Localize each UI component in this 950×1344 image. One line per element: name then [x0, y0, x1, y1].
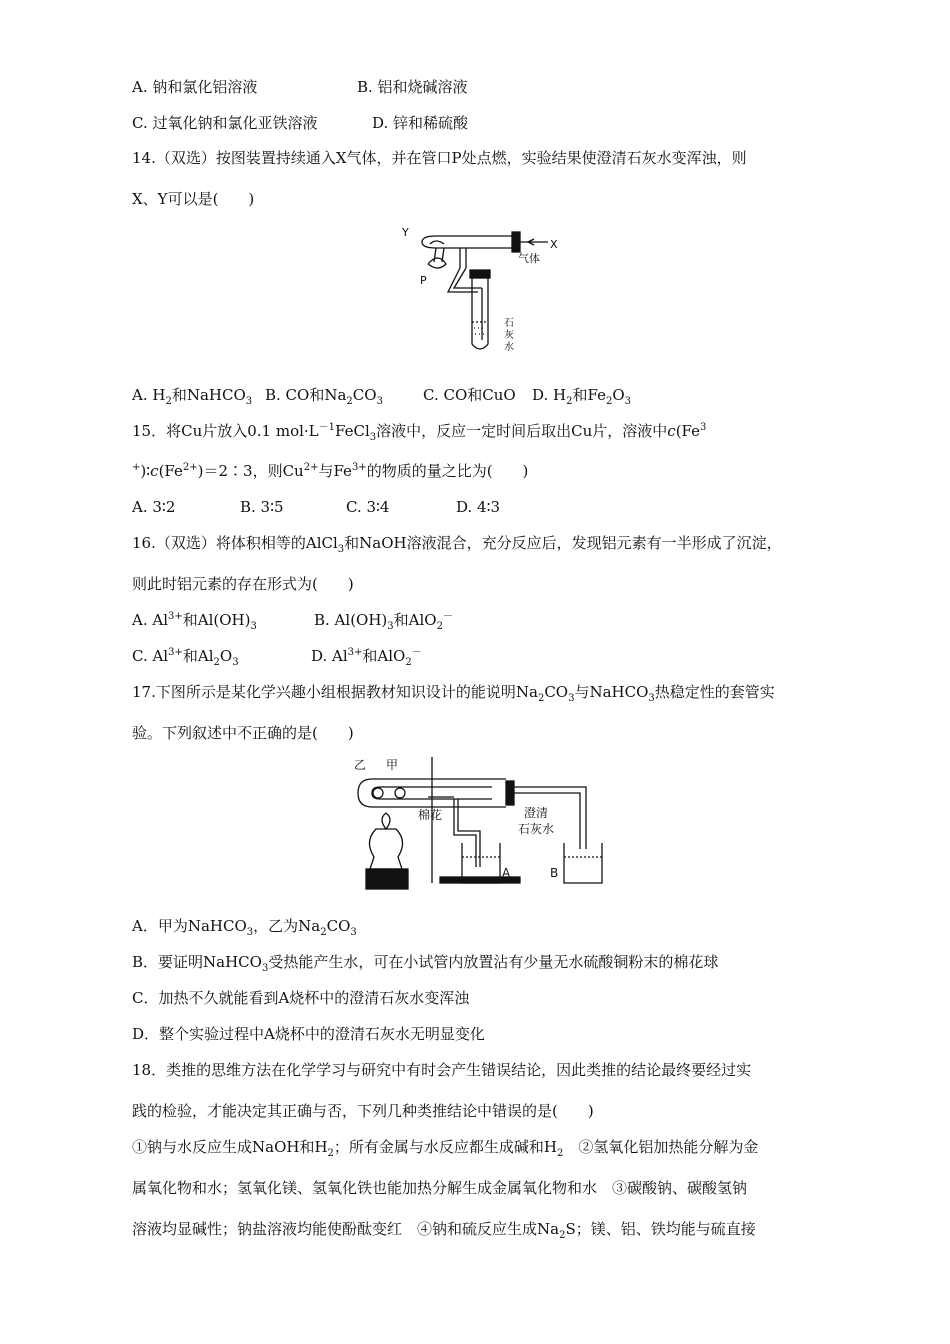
q17-option-a: A．甲为NaHCO$_3$，乙为$Na_2CO_3$: [132, 917, 357, 938]
q16-option-a: A. $Al^{3+}$和$Al(OH)_3$: [132, 611, 257, 632]
q13-option-b: B. 铝和烧碱溶液: [357, 78, 468, 96]
q16-option-b: B. $Al(OH)_3$和AlO$_2$－: [314, 611, 453, 632]
q14-label-p: P: [420, 274, 427, 287]
q17-apparatus-figure: [350, 757, 615, 897]
q14-option-b: B. CO和$Na_2CO_3$: [265, 386, 383, 407]
q14-stem-line2: X、Y可以是( ): [132, 190, 255, 208]
q17-label-a: A: [502, 866, 511, 880]
q17-label-yi: 乙: [354, 758, 367, 772]
q14-label-lime1: 石: [504, 318, 514, 329]
q16-stem-line1: 16.（双选）将体积相等的AlCl$_3$和NaOH溶液混合，充分反应后，发现铝元素有一半形成了沉淀，: [132, 534, 782, 555]
q14-label-x: X: [550, 238, 558, 251]
q17-option-b: B．要证明NaHCO$_3$受热能产生水，可在小试管内放置沾有少量无水硫酸铜粉末的棉花球: [132, 953, 719, 974]
q14-label-lime2: 灰: [504, 330, 514, 341]
q16-stem-line2: 则此时铝元素的存在形式为( ): [132, 575, 354, 593]
q17-stem-line2: 验。下列叙述中不正确的是( ): [132, 724, 354, 742]
q17-option-d: D．整个实验过程中A烧杯中的澄清石灰水无明显变化: [132, 1025, 485, 1043]
q15-stem-line2: $^+)∶c(Fe^{2+})=2∶3$，则$Cu^{2+}$与$Fe^{3+}$的物质的量之比为( ): [132, 462, 529, 480]
q14-option-a: A. $H_2$和NaHCO$_3$: [132, 386, 253, 407]
q14-apparatus-figure: [400, 222, 560, 357]
q18-stem-line3: ①钠与水反应生成NaOH和$H_2$；所有金属与水反应都生成碱和$H_2$ ②氢氧化铝加热能分解为金: [132, 1138, 759, 1159]
q17-stem-line1: 17.下图所示是某化学兴趣小组根据教材知识设计的能说明$Na_2CO_3$与NaHCO$_3$热稳定性的套管实: [132, 683, 775, 704]
q18-stem-line2: 践的检验，才能决定其正确与否，下列几种类推结论中错误的是( ): [132, 1102, 594, 1120]
q14-stem-line1: 14.（双选）按图装置持续通入X气体，并在管口P处点燃，实验结果使澄清石灰水变浑浊，则: [132, 149, 747, 167]
q16-option-d: D. $Al^{3+}$和AlO$_2$－: [311, 647, 422, 668]
q16-option-c: C. $Al^{3+}$和$Al_2O_3$: [132, 647, 239, 668]
q14-label-lime3: 水: [504, 342, 514, 353]
q14-option-c: C. CO和CuO: [423, 386, 516, 404]
q17-label-clear: 澄清: [524, 806, 549, 820]
q17-label-lime: 石灰水: [518, 822, 555, 836]
q15-option-a: A. 3∶2: [132, 498, 176, 516]
q15-option-d: D. 4∶3: [456, 498, 501, 516]
q15-option-c: C. 3∶4: [346, 498, 390, 516]
q17-option-c: C．加热不久就能看到A烧杯中的澄清石灰水变浑浊: [132, 989, 470, 1007]
q18-stem-line1: 18．类推的思维方法在化学学习与研究中有时会产生错误结论，因此类推的结论最终要经过实: [132, 1061, 752, 1079]
q14-label-gas: 气体: [518, 252, 540, 265]
q17-label-b: B: [550, 866, 559, 880]
q13-option-a: A. 钠和氯化铝溶液: [132, 78, 258, 96]
q14-label-y: Y: [402, 226, 409, 239]
q15-stem-line1: 15．将Cu片放入0.1 $mol\cdot L^{-1}FeCl_3$溶液中，反应一定时间后取出Cu片，溶液中c(Fe$^3$: [132, 422, 707, 443]
q15-option-b: B. 3∶5: [240, 498, 284, 516]
q17-label-cotton: 棉花: [418, 808, 443, 822]
q13-option-d: D. 锌和稀硫酸: [372, 114, 469, 132]
q14-option-d: D. $H_2$和$Fe_2O_3$: [532, 386, 632, 407]
q13-option-c: C. 过氧化钠和氯化亚铁溶液: [132, 114, 318, 132]
q18-stem-line5: 溶液均显碱性；钠盐溶液均能使酚酞变红 ④钠和硫反应生成$Na_2S$；镁、铝、铁均能与硫直接: [132, 1220, 756, 1241]
q17-label-jia: 甲: [386, 758, 399, 772]
q18-stem-line4: 属氧化物和水；氢氧化镁、氢氧化铁也能加热分解生成金属氧化物和水 ③碳酸钠、碳酸氢钠: [132, 1179, 748, 1197]
